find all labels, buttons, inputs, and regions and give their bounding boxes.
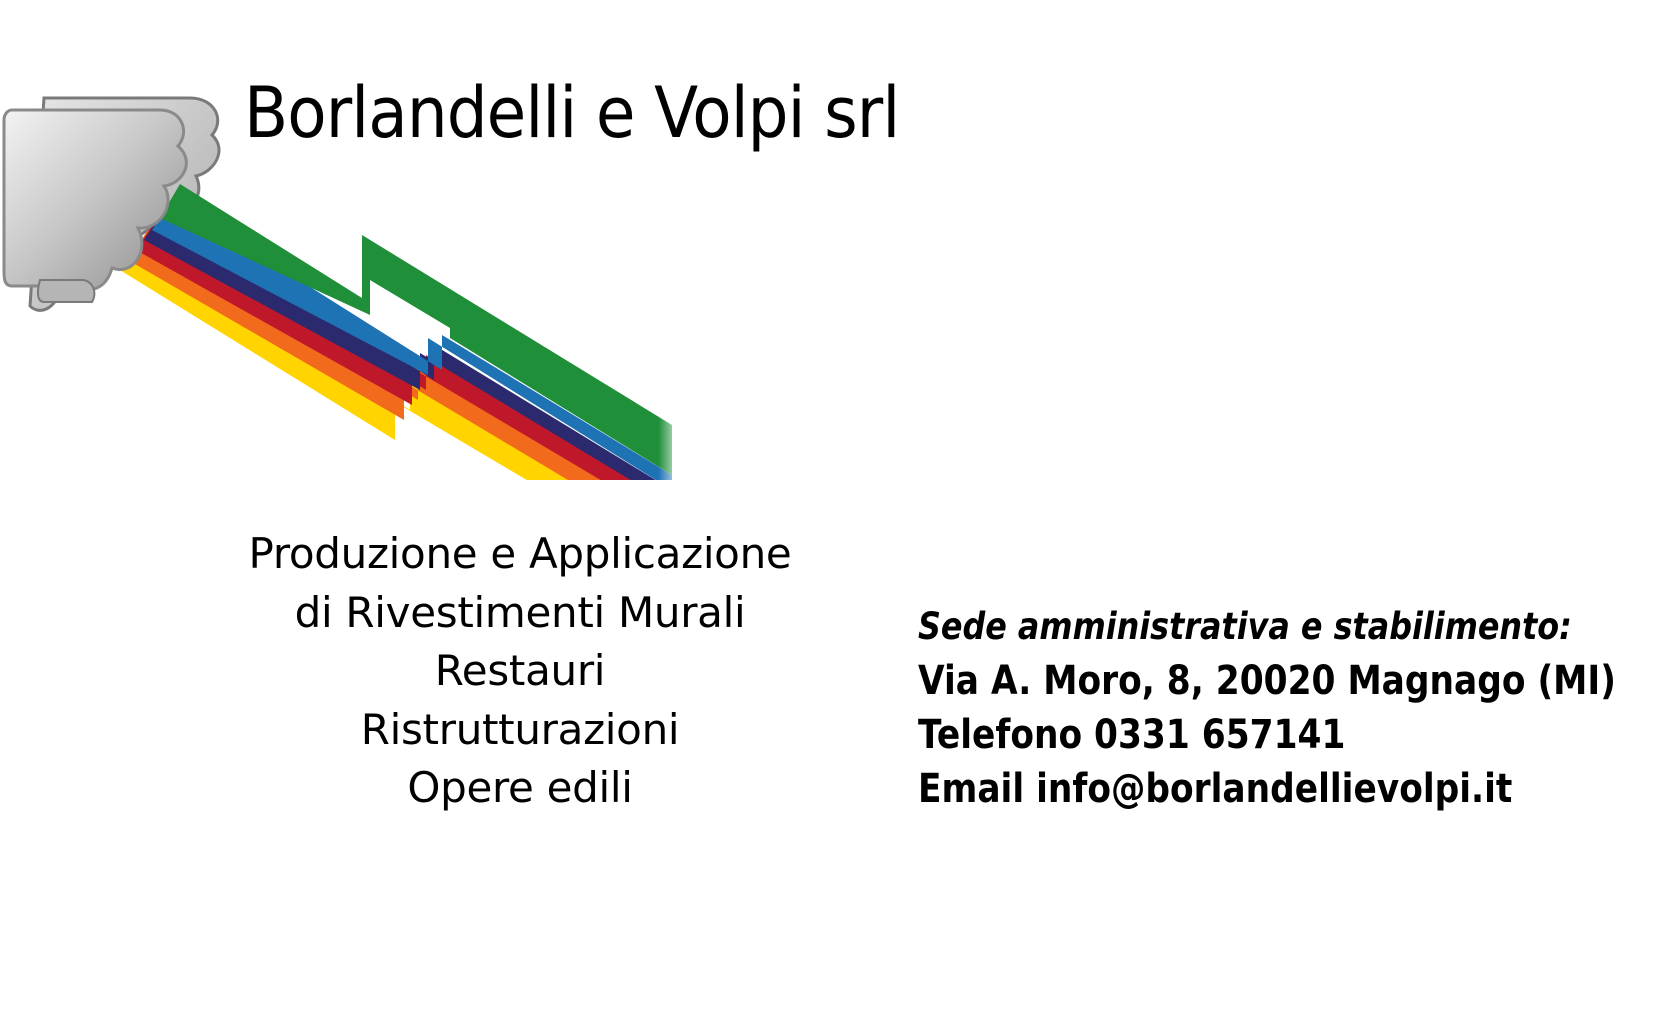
cloud-bottom-shape bbox=[38, 280, 94, 302]
contact-heading: Sede amministrativa e stabilimento: bbox=[918, 605, 1572, 648]
company-name: Borlandelli e Volpi srl bbox=[244, 72, 900, 154]
contact-email[interactable]: Email info@borlandellievolpi.it bbox=[918, 766, 1513, 812]
service-item: Produzione e Applicazione bbox=[248, 529, 792, 578]
service-item: Restauri bbox=[434, 646, 606, 695]
contact-block bbox=[918, 600, 1616, 816]
contact-address: Via A. Moro, 8, 20020 Magnago (MI) bbox=[918, 658, 1616, 704]
lightning-bolt bbox=[120, 184, 680, 480]
services-list bbox=[180, 525, 860, 818]
service-item: Ristrutturazioni bbox=[360, 704, 680, 754]
contact-phone: Telefono 0331 657141 bbox=[918, 712, 1346, 758]
service-item: Opere edili bbox=[407, 763, 633, 812]
service-item: di Rivestimenti Murali bbox=[294, 587, 746, 637]
